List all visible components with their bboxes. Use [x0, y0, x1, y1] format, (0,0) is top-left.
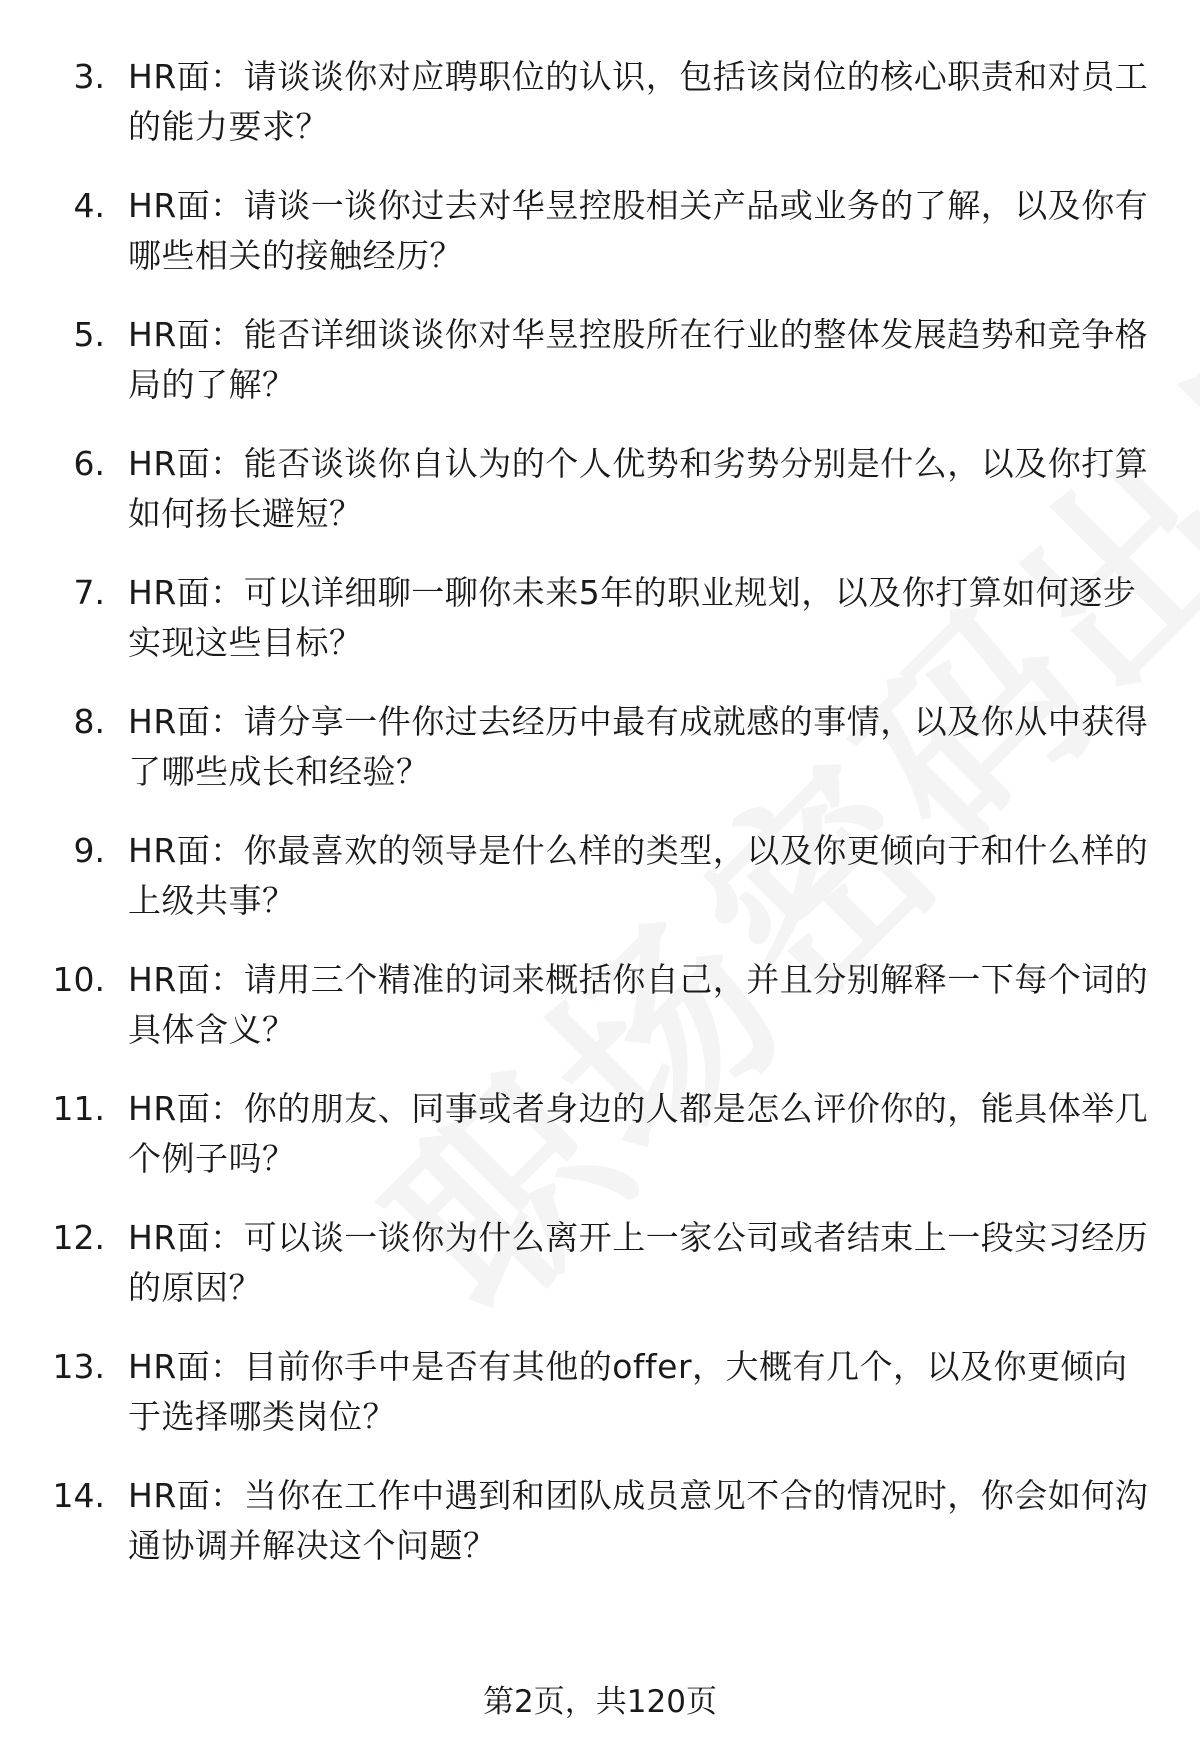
- question-text: HR面：你的朋友、同事或者身边的人都是怎么评价你的，能具体举几个例子吗？: [128, 1089, 1149, 1178]
- question-text: HR面：能否谈谈你自认为的个人优势和劣势分别是什么，以及你打算如何扬长避短？: [128, 444, 1149, 533]
- question-text: HR面：你最喜欢的领导是什么样的类型，以及你更倾向于和什么样的上级共事？: [128, 831, 1149, 920]
- question-item: [0, 1213, 1200, 1342]
- question-item: [0, 1342, 1200, 1471]
- question-number: 5.: [73, 315, 105, 354]
- question-text: HR面：能否详细谈谈你对华昱控股所在行业的整体发展趋势和竞争格局的了解？: [128, 315, 1149, 404]
- question-number: 9.: [73, 831, 105, 870]
- question-text: HR面：请谈一谈你过去对华昱控股相关产品或业务的了解，以及你有哪些相关的接触经历？: [128, 186, 1149, 275]
- question-item: [0, 439, 1200, 568]
- question-item: [0, 1084, 1200, 1213]
- question-item: [0, 826, 1200, 955]
- question-text: HR面：当你在工作中遇到和团队成员意见不合的情况时，你会如何沟通协调并解决这个问题？: [128, 1476, 1149, 1565]
- question-number: 14.: [52, 1476, 105, 1515]
- question-text: HR面：可以谈一谈你为什么离开上一家公司或者结束上一段实习经历的原因？: [128, 1218, 1149, 1307]
- question-number: 3.: [73, 57, 105, 96]
- question-item: [0, 310, 1200, 439]
- question-item: [0, 568, 1200, 697]
- question-item: [0, 955, 1200, 1084]
- question-number: 4.: [73, 186, 105, 225]
- question-number: 8.: [73, 702, 105, 741]
- question-number: 11.: [52, 1089, 105, 1128]
- question-text: HR面：目前你手中是否有其他的offer，大概有几个，以及你更倾向于选择哪类岗位？: [128, 1347, 1128, 1436]
- page-footer: 第2页，共120页: [483, 1684, 717, 1720]
- question-text: HR面：请分享一件你过去经历中最有成就感的事情，以及你从中获得了哪些成长和经验？: [128, 702, 1149, 791]
- question-text: HR面：请谈谈你对应聘职位的认识，包括该岗位的核心职责和对员工的能力要求？: [128, 57, 1149, 146]
- question-number: 6.: [73, 444, 105, 483]
- question-number: 10.: [52, 960, 105, 999]
- question-item: [0, 181, 1200, 310]
- question-text: HR面：可以详细聊一聊你未来5年的职业规划，以及你打算如何逐步实现这些目标？: [128, 573, 1137, 662]
- question-text: HR面：请用三个精准的词来概括你自己，并且分别解释一下每个词的具体含义？: [128, 960, 1149, 1049]
- question-item: [0, 697, 1200, 826]
- question-number: 12.: [52, 1218, 105, 1257]
- question-list: [0, 52, 1200, 1600]
- question-item: [0, 1471, 1200, 1600]
- question-number: 7.: [73, 573, 105, 612]
- question-number: 13.: [52, 1347, 105, 1386]
- question-item: [0, 52, 1200, 181]
